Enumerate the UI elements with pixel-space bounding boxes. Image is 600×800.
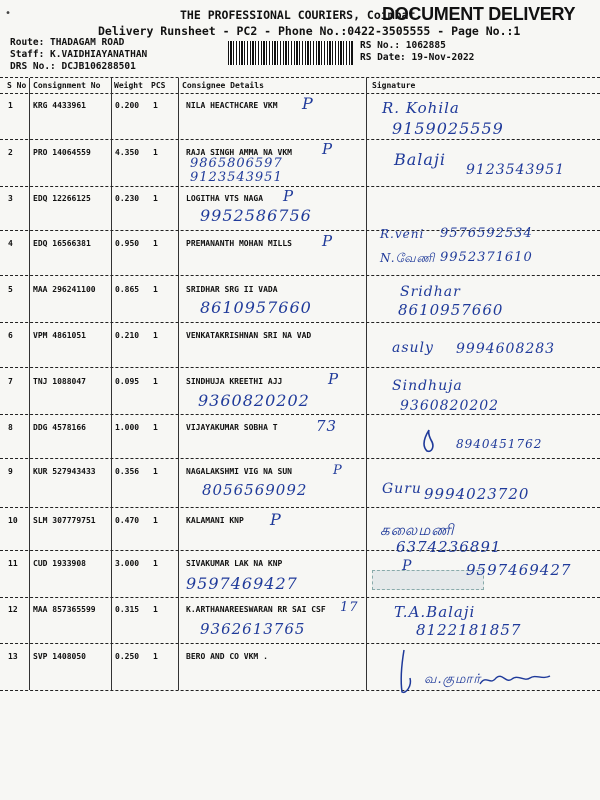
row-rule (0, 414, 600, 415)
cell-weight: 1.000 (115, 423, 140, 432)
cell-sno: 2 (8, 148, 13, 157)
signature-phone: 6374236891 (396, 538, 502, 556)
cell-pcs: 1 (153, 101, 158, 110)
cell-consignee: SIVAKUMAR LAK NA KNP (186, 559, 283, 568)
cell-sno: 5 (8, 285, 13, 294)
cell-consignment: MAA 857365599 (33, 605, 96, 614)
signature: Sridhar (400, 284, 461, 300)
signature-phone: 9994608283 (456, 341, 556, 357)
cell-consignee: VENKATAKRISHNAN SRI NA VAD (186, 331, 312, 340)
row-rule (0, 139, 600, 140)
cell-pcs: 1 (153, 148, 158, 157)
cell-consignee: LOGITHA VTS NAGA (186, 194, 264, 203)
column-header-consignee: Consignee Details (182, 81, 264, 90)
document-type-stamp: DOCUMENT DELIVERY (382, 4, 576, 24)
row-rule (0, 275, 600, 276)
signature: Balaji (394, 150, 447, 169)
cell-pcs: 1 (153, 652, 158, 661)
signature-phone: 8122181857 (416, 621, 522, 639)
column-header-signature: Signature (372, 81, 416, 90)
cell-consignment: VPM 4861051 (33, 331, 86, 340)
cell-consignment: MAA 296241100 (33, 285, 96, 294)
row-rule (0, 550, 600, 551)
cell-weight: 0.470 (115, 516, 140, 525)
cell-weight: 3.000 (115, 559, 140, 568)
cell-consignee: BERO AND CO VKM . (186, 652, 268, 661)
handwritten-mark: P (270, 510, 282, 529)
cell-consignment: CUD 1933908 (33, 559, 86, 568)
signature-phone: 9360820202 (400, 398, 500, 414)
signature-phone: 9597469427 (466, 561, 572, 579)
handwritten-mark: 73 (316, 417, 338, 435)
cell-weight: 0.200 (115, 101, 140, 110)
signature-phone: 9159025559 (392, 119, 504, 138)
signature: வ.குமார் (424, 672, 482, 687)
signature: R.veni N.வேணி (380, 227, 436, 265)
cell-weight: 4.350 (115, 148, 140, 157)
column-header-sno: S No (7, 81, 27, 90)
handwritten-phone: 9865806597 9123543951 (190, 156, 283, 185)
rs-date: RS Date: 19-Nov-2022 (360, 52, 475, 63)
cell-sno: 8 (8, 423, 13, 432)
cell-consignee: NILA HEACTHCARE VKM (186, 101, 278, 110)
cell-sno: 7 (8, 377, 13, 386)
cell-consignment: SVP 1408050 (33, 652, 86, 661)
cell-consignee: SINDHUJA KREETHI AJJ (186, 377, 283, 386)
cell-consignment: EDQ 16566381 (33, 239, 91, 248)
cell-consignment: PRO 14064559 (33, 148, 91, 157)
cell-consignee: PREMANANTH MOHAN MILLS (186, 239, 292, 248)
signature-phone: 9994023720 (424, 485, 530, 503)
cell-pcs: 1 (153, 331, 158, 340)
column-header-weight: Weight (114, 81, 143, 90)
signature-scribble (420, 428, 438, 454)
signature-phone: 9123543951 (466, 162, 566, 178)
row-rule (0, 643, 600, 644)
handwritten-mark: P (322, 232, 334, 250)
cell-weight: 0.315 (115, 605, 140, 614)
cell-sno: 11 (8, 559, 18, 568)
row-rule (0, 322, 600, 323)
runsheet-title: Delivery Runsheet - PC2 - Phone No.:0422-3505555 - Page No.:1 (98, 24, 521, 38)
handwritten-phone: 9360820202 (198, 391, 310, 410)
handwritten-mark: P (328, 370, 340, 388)
column-divider (111, 78, 112, 690)
handwritten-phone: 8610957660 (200, 298, 312, 317)
column-divider (178, 78, 179, 690)
cell-sno: 10 (8, 516, 18, 525)
cell-pcs: 1 (153, 377, 158, 386)
row-rule (0, 186, 600, 187)
signature: T.A.Balaji (394, 603, 476, 621)
cell-weight: 0.356 (115, 467, 140, 476)
cell-consignee: RAJA SINGH AMMA NA VKM (186, 148, 292, 157)
cell-sno: 4 (8, 239, 13, 248)
cell-consignee: K.ARTHANAREESWARAN RR SAI CSF (186, 605, 326, 614)
handwritten-mark: P (302, 94, 314, 113)
header-rule (0, 93, 600, 94)
signature-scribble (478, 670, 552, 690)
cell-consignment: KRG 4433961 (33, 101, 86, 110)
signature-scribble (396, 648, 420, 698)
row-rule (0, 458, 600, 459)
cell-weight: 0.250 (115, 652, 140, 661)
cell-pcs: 1 (153, 516, 158, 525)
barcode (228, 41, 353, 65)
cell-sno: 13 (8, 652, 18, 661)
handwritten-phone: 9362613765 (200, 620, 306, 638)
cell-sno: 12 (8, 605, 18, 614)
signature: கலைமணி (380, 521, 455, 539)
rs-number: RS No.: 1062885 (360, 40, 446, 51)
scan-mark: • (5, 8, 12, 19)
cell-weight: 0.865 (115, 285, 140, 294)
cell-sno: 6 (8, 331, 13, 340)
signature: Guru (382, 481, 422, 497)
handwritten-mark: P (333, 463, 343, 478)
signature-phone: 8940451762 (456, 437, 543, 451)
cell-consignee: KALAMANI KNP (186, 516, 244, 525)
handwritten-phone: 8056569092 (202, 481, 308, 499)
staff-label: Staff: K.VAIDHIAYANATHAN (10, 49, 148, 60)
cell-weight: 0.095 (115, 377, 140, 386)
column-header-pcs: PCS (151, 81, 166, 90)
handwritten-phone: 9597469427 (186, 574, 298, 593)
row-rule (0, 597, 600, 598)
route-label: Route: THADAGAM ROAD (10, 37, 125, 48)
handwritten-phone: 9952586756 (200, 206, 312, 225)
signature: asuly (392, 340, 434, 356)
signature-phone: 9576592534 9952371610 (440, 226, 533, 265)
signature: Sindhuja (392, 378, 463, 394)
column-header-consignment: Consignment No (33, 81, 101, 90)
cell-sno: 3 (8, 194, 13, 203)
cell-pcs: 1 (153, 559, 158, 568)
handwritten-mark: 17 (340, 600, 359, 615)
cell-weight: 0.230 (115, 194, 140, 203)
cell-pcs: 1 (153, 285, 158, 294)
row-rule (0, 367, 600, 368)
cell-pcs: 1 (153, 239, 158, 248)
cell-consignee: NAGALAKSHMI VIG NA SUN (186, 467, 292, 476)
column-divider (29, 78, 30, 690)
cell-pcs: 1 (153, 605, 158, 614)
handwritten-mark: P (322, 140, 334, 158)
table-bottom-rule (0, 690, 600, 691)
drs-number: DRS No.: DCJB106288501 (10, 61, 136, 72)
signature: R. Kohila (382, 99, 460, 117)
cell-weight: 0.950 (115, 239, 140, 248)
cell-sno: 9 (8, 467, 13, 476)
cell-consignee: SRIDHAR SRG II VADA (186, 285, 278, 294)
cell-pcs: 1 (153, 467, 158, 476)
cell-consignment: DDG 4578166 (33, 423, 86, 432)
handwritten-mark: P (283, 187, 295, 205)
cell-consignee: VIJAYAKUMAR SOBHA T (186, 423, 278, 432)
cell-consignment: EDQ 12266125 (33, 194, 91, 203)
column-divider (366, 78, 367, 690)
signature-phone: 8610957660 (398, 301, 504, 319)
cell-consignment: KUR 527943433 (33, 467, 96, 476)
company-name: THE PROFESSIONAL COURIERS, Coimbat (180, 8, 416, 22)
cell-consignment: SLM 307779751 (33, 516, 96, 525)
cell-weight: 0.210 (115, 331, 140, 340)
cell-pcs: 1 (153, 423, 158, 432)
cell-sno: 1 (8, 101, 13, 110)
cell-consignment: TNJ 1088047 (33, 377, 86, 386)
cell-pcs: 1 (153, 194, 158, 203)
row-rule (0, 507, 600, 508)
signature: P (402, 558, 413, 574)
table-top-rule (0, 77, 600, 78)
